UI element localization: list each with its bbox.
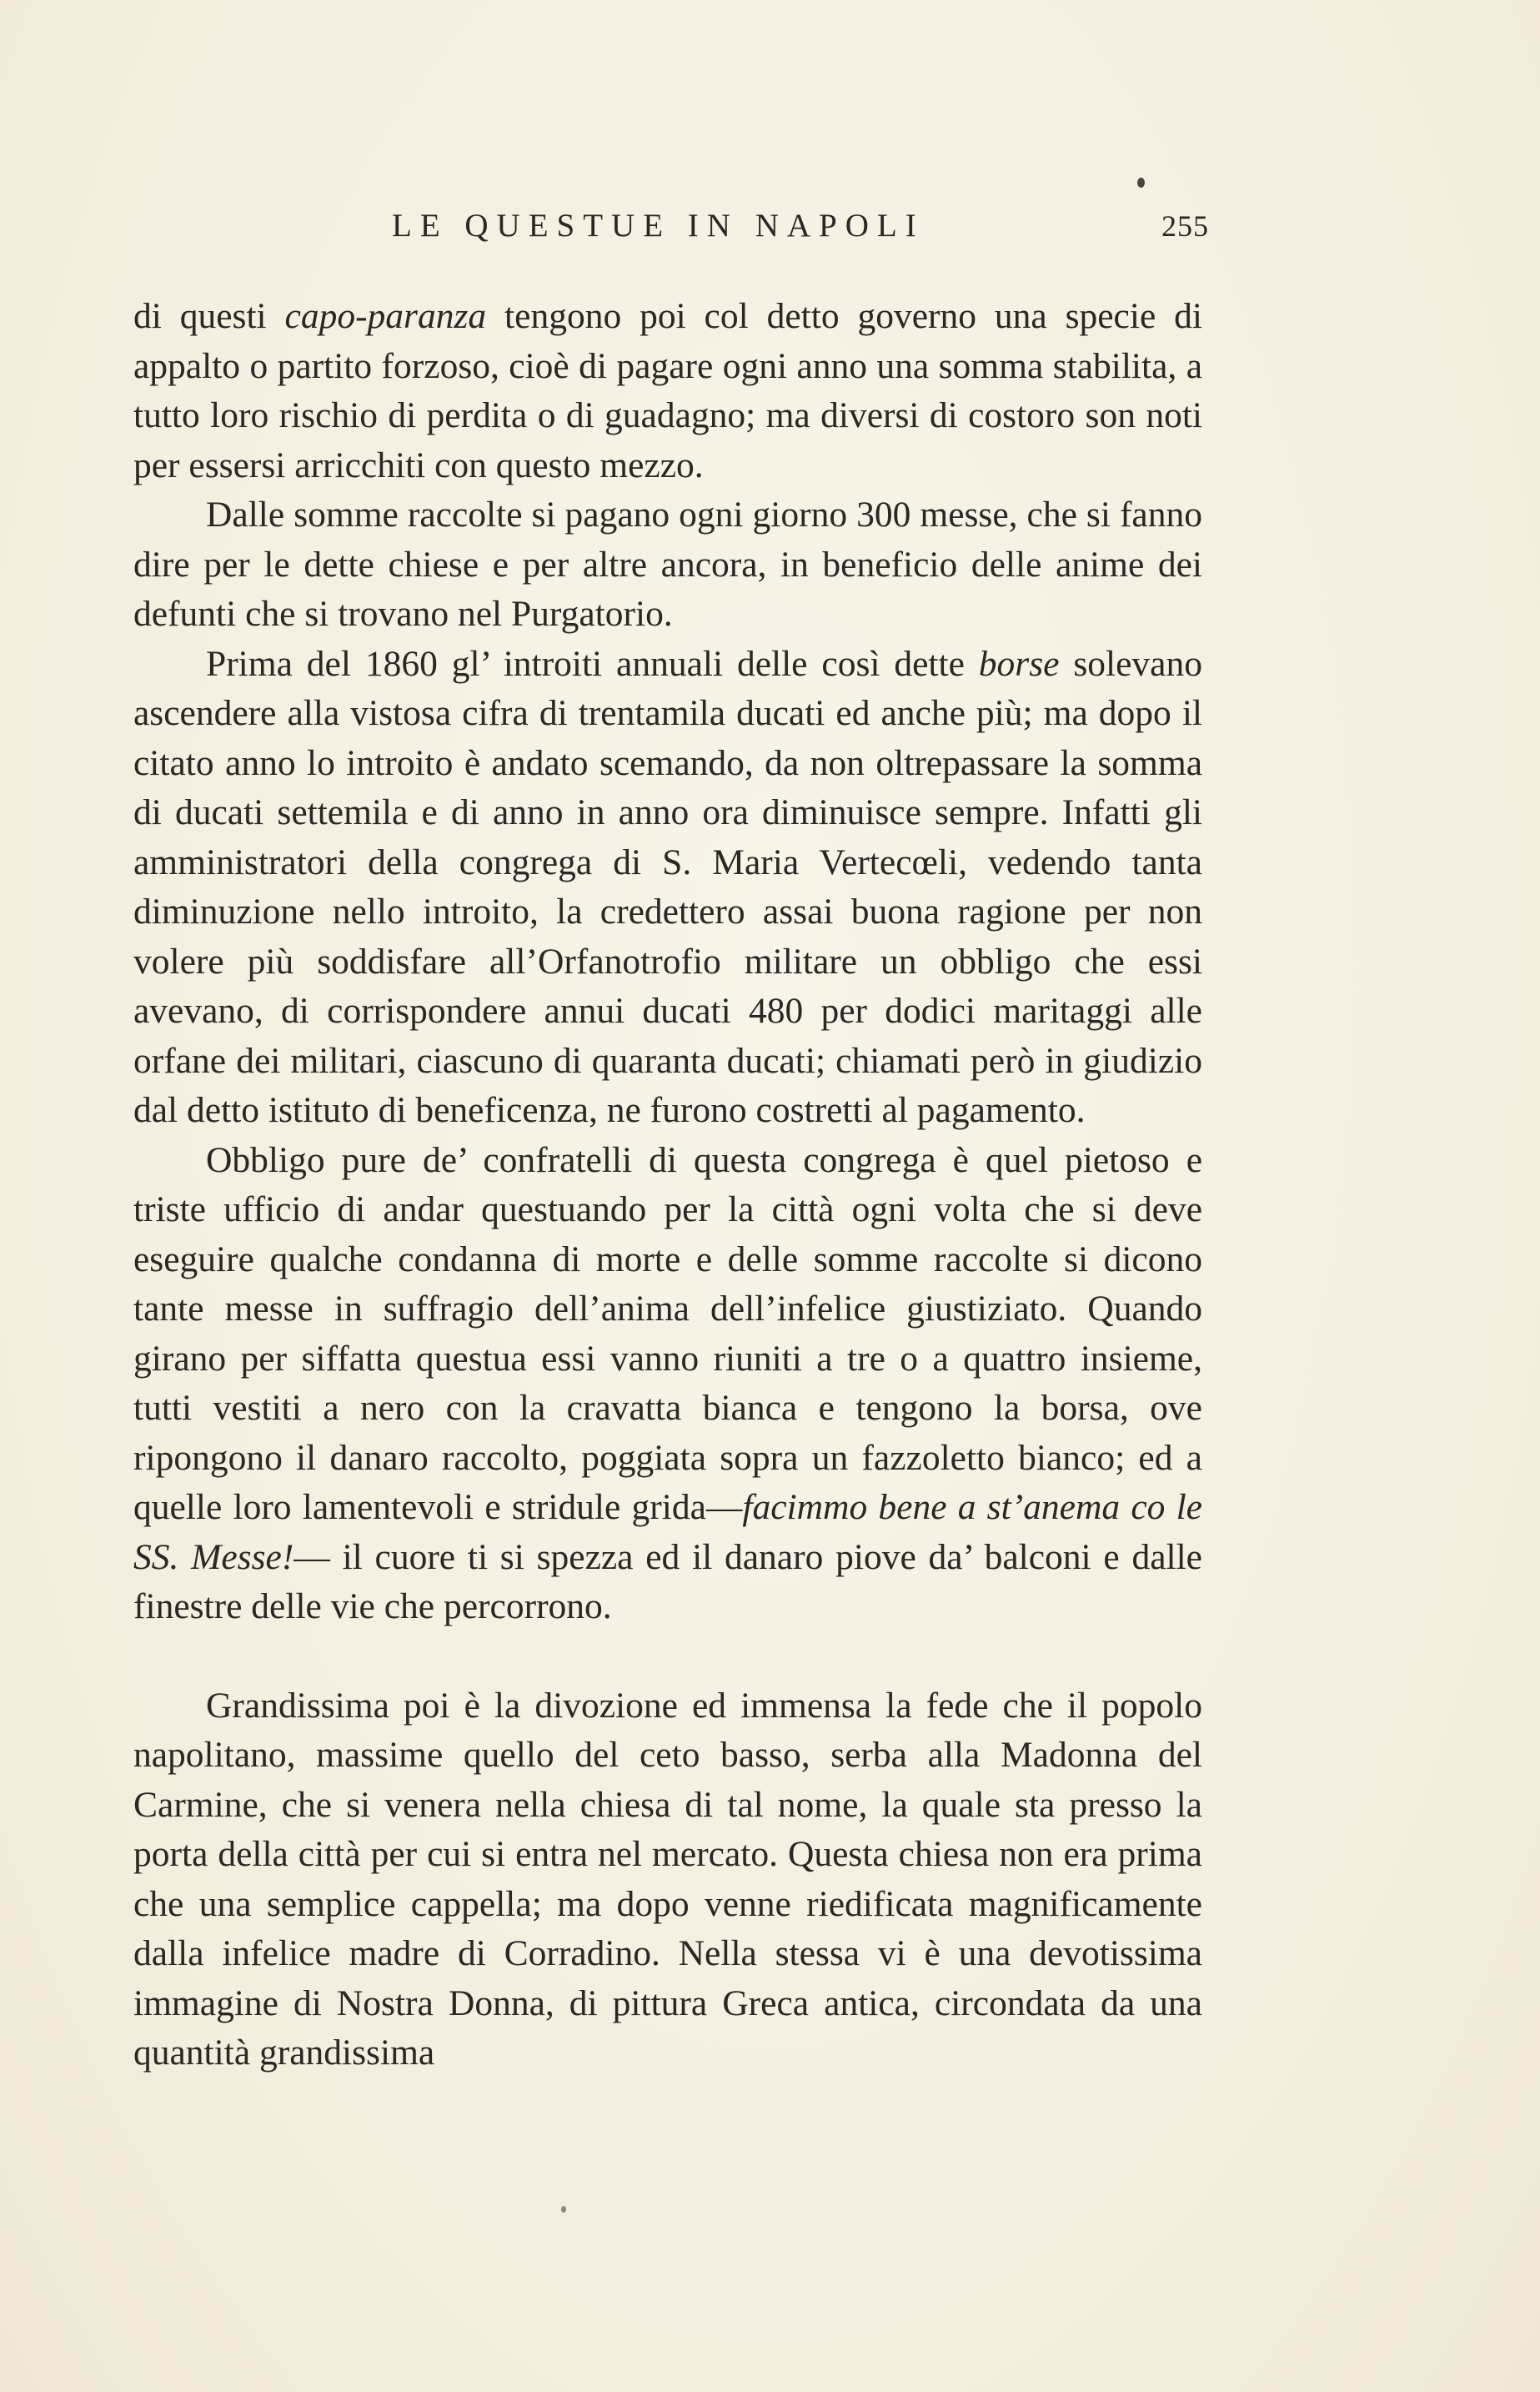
paragraph-2: [133, 490, 1202, 640]
running-title: LE QUESTUE IN NAPOLI: [392, 208, 925, 244]
text-run: Grandissima poi è la divozione ed immensa la fede che il popolo napolitano, massime quello del ceto basso, serba alla Madonna del Carmine, che si venera nella chiesa di tal nome, la quale sta presso la porta della città per cui si entra nel mercato. Questa chiesa non era prima che una semplice cappella; ma dopo venne riedificata magnificamente dalla infelice madre di Corradino. Nella stessa vi è una devotissima immagine di Nostra Donna, di pittura Greca antica, circondata da una quantità grandissima: [133, 1685, 1202, 2073]
paragraph-4: [133, 1136, 1202, 1632]
paragraph-3: [133, 640, 1202, 1136]
paragraph-5: [133, 1681, 1202, 2078]
ink-spot: [1137, 178, 1145, 188]
page-header: [392, 207, 1209, 249]
text-run: Obbligo pure de’ confratelli di questa congrega è quel pietoso e triste ufficio di andar questuando per la città ogni volta che si deve eseguire qualche condanna di morte e delle somme raccolte si dicono tante messe in suffragio dell’anima dell’infelice giustiziato. Quando girano per siffatta questua essi vanno riuniti a tre o a quattro insieme, tutti vestiti a nero con la cravatta bianca e tengono la borsa, ove ripongono il danaro raccolto, poggiata sopra un fazzoletto bianco; ed a quelle loro lamentevoli e stridule grida—: [133, 1139, 1202, 1527]
text-run: di questi: [133, 296, 285, 336]
body-text: [133, 292, 1202, 2078]
text-run: Prima del 1860 gl’ introiti annuali delle così dette: [206, 643, 979, 684]
text-run: solevano ascendere alla vistosa cifra di trentamila ducati ed anche più; ma dopo il citato anno lo introito è andato scemando, da non oltrepassare la somma di ducati settemila e di anno in anno ora diminuisce sempre. Infatti gli amministratori della congrega di S. Maria Vertecœli, vedendo tanta diminuzione nello introito, la credettero assai buona ragione per non volere più soddisfare all’Orfanotrofio militare un obbligo che essi avevano, di corrispondere annui ducati 480 per dodici maritaggi alle orfane dei militari, ciascuno di quaranta ducati; chiamati però in giudizio dal detto istituto di beneficenza, ne furono costretti al pagamento.: [133, 643, 1202, 1130]
paragraph-1: [133, 292, 1202, 490]
ink-speck: [561, 2206, 566, 2213]
text-run: — il cuore ti si spezza ed il danaro piove da’ balconi e dalle finestre delle vie che percorrono.: [133, 1536, 1202, 1626]
text-run: tengono poi col detto governo una specie di appalto o partito forzoso, cioè di pagare ogni anno una somma stabilita, a tutto loro rischio di perdita o di guadagno; ma diversi di costoro son noti per essersi arricchiti con questo mezzo.: [133, 296, 1202, 485]
text-run: Dalle somme raccolte si pagano ogni giorno 300 messe, che si fanno dire per le dette chiese e per altre ancora, in beneficio delle anime dei defunti che si trovano nel Purgatorio.: [133, 495, 1202, 634]
italic-text: borse: [978, 643, 1060, 684]
section-gap: [133, 1632, 1202, 1681]
page-number: 255: [1161, 209, 1209, 243]
italic-text: capo-paranza: [284, 296, 487, 336]
italic-text: facimmo bene a st’anema co le SS. Messe!: [133, 1487, 1202, 1577]
